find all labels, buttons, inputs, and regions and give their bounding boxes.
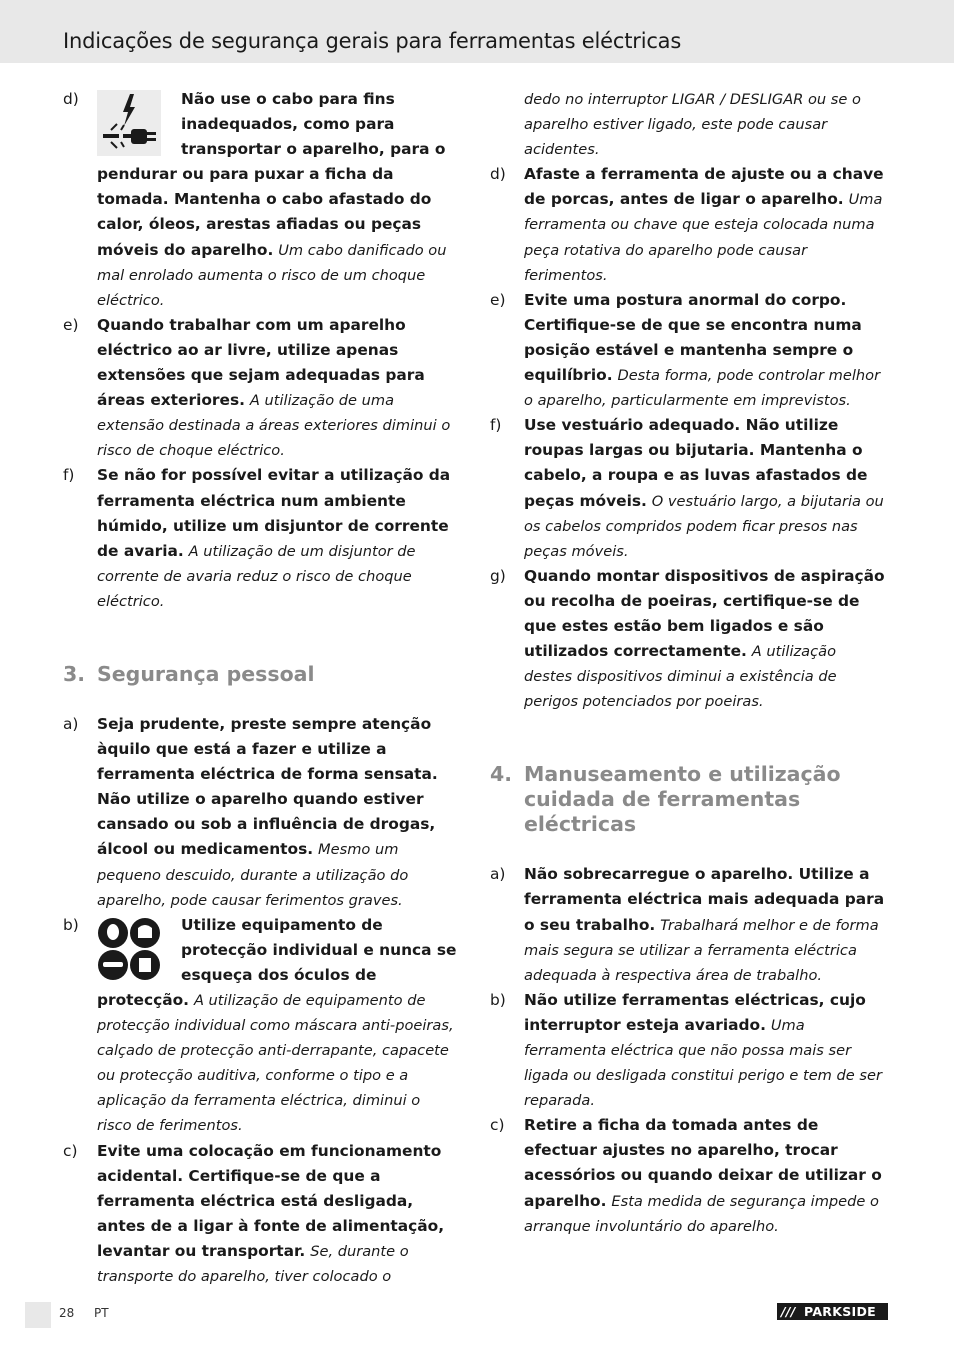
logo-text: PARKSIDE	[804, 1304, 876, 1319]
item-bold-text: Utilize equipamento de protecção individual e nunca se esqueça dos óculos de protecção.	[97, 915, 457, 1009]
item-bold-text: Evite uma colocação em funcionamento acidental. Certifique-se de que a ferramenta eléctrica está desligada, antes de a ligar à fonte de alimentação, levantar ou transportar.	[97, 1141, 445, 1260]
item-bold-text: Evite uma postura anormal do corpo. Certifique-se de que se encontra numa posição estável e mantenha sempre o equilíbrio.	[524, 290, 862, 385]
item-bold-text: Não use o cabo para fins inadequados, como para transportar o aparelho, para o pendurar ou para puxar a ficha da tomada. Mantenha o cabo afastado do calor, óleos, arestas afiadas ou peças móveis do aparelho.	[97, 90, 446, 259]
brand-logo	[777, 1303, 888, 1320]
item-letter: d)	[490, 165, 506, 184]
item-bold-text: Não sobrecarregue o aparelho. Utilize a ferramenta eléctrica mais adequada para o seu trabalho.	[524, 865, 885, 934]
item-italic-text: A utilização de equipamento de protecção individual como máscara anti-poeiras, calçado de protecção anti-derrapante, capacete ou protecção auditiva, conforme o tipo e a aplicação da ferramenta eléctrica, diminui o risco de ferimentos.	[97, 992, 454, 1135]
item-bold-text: Se não for possível evitar a utilização da ferramenta eléctrica num ambiente húmido, utilize um disjuntor de corrente de avaria.	[97, 466, 451, 560]
page-title: Indicações de segurança gerais para ferramentas eléctricas	[63, 29, 682, 53]
section-number: 3.	[63, 661, 86, 686]
list-item	[490, 564, 885, 715]
section-number: 4.	[490, 762, 513, 787]
item-letter: c)	[490, 1116, 505, 1135]
item-italic-text: A utilização destes dispositivos diminui a existência de perigos potenciados por poeiras.	[524, 643, 837, 711]
item-bold-text: Afaste a ferramenta de ajuste ou a chave de porcas, antes de ligar o aparelho.	[524, 165, 884, 209]
section-title: Manuseamento e utilização cuidada de ferramentas eléctricas	[524, 762, 841, 837]
item-letter: a)	[490, 865, 506, 884]
item-letter: f)	[63, 466, 75, 485]
item-letter: c)	[63, 1141, 78, 1160]
right-column	[490, 87, 885, 1239]
logo-slashes: ///	[781, 1304, 796, 1319]
list-item	[63, 913, 458, 1139]
item-bold-text: Não utilize ferramentas eléctricas, cujo interruptor esteja avariado.	[524, 990, 866, 1034]
item-bold-text: Quando trabalhar com um aparelho eléctrico ao ar livre, utilize apenas extensões que sejam adequadas para áreas exteriores.	[97, 315, 425, 410]
item-italic-text: Desta forma, pode controlar melhor o aparelho, particularmente em imprevistos.	[524, 367, 881, 410]
item-letter: e)	[63, 315, 79, 334]
section-title: Segurança pessoal	[97, 661, 315, 686]
left-column	[63, 87, 458, 1289]
item-bold-text: Seja prudente, preste sempre atenção àquilo que está a fazer e utilize a ferramenta eléctrica de forma sensata. Não utilize o aparelho quando estiver cansado ou sob a influência de drogas, álcool ou medicamentos.	[97, 714, 438, 859]
item-letter: b)	[490, 990, 506, 1009]
item-italic-text: Uma ferramenta eléctrica que não possa mais ser ligada ou desligada constitui perigo e tem de ser reparada.	[524, 1016, 882, 1110]
item-italic-text: Se, durante o transporte do aparelho, tiver colocado o	[97, 1242, 409, 1286]
item-bold-text: Quando montar dispositivos de aspiração ou recolha de poeiras, certifique-se de que estes estão bem ligados e são utilizados correctamente.	[524, 566, 885, 661]
item-bold-text: Use vestuário adequado. Não utilize roupas largas ou bijutaria. Mantenha o cabelo, a roupa e as luvas afastados de peças móveis.	[524, 416, 868, 510]
item-italic-text: A utilização de uma extensão destinada a áreas exteriores diminui o risco de choque eléctrico.	[97, 392, 451, 460]
list-item	[63, 712, 458, 913]
item-letter: e)	[490, 290, 506, 309]
item-letter: a)	[63, 714, 79, 733]
protective-equipment-icon	[97, 916, 161, 984]
item-letter: d)	[63, 90, 79, 108]
item-italic-text: A utilização de um disjuntor de corrente de avaria reduz o risco de choque eléctrico.	[97, 542, 416, 610]
item-italic-text: dedo no interruptor LIGAR / DESLIGAR ou se o aparelho estiver ligado, este pode causar acidentes.	[524, 91, 861, 159]
item-italic-text: Mesmo um pequeno descuido, durante a utilização do aparelho, pode causar ferimentos graves.	[97, 841, 409, 909]
list-item	[63, 463, 458, 614]
language-code: PT	[94, 1306, 109, 1320]
item-italic-text: Esta medida de segurança impede o arranque involuntário do aparelho.	[524, 1192, 879, 1235]
item-bold-text: Retire a ficha da tomada antes de efectuar ajustes no aparelho, trocar acessórios ou quando deixar de utilizar o aparelho.	[524, 1116, 882, 1210]
damaged-cable-icon	[97, 90, 161, 158]
list-item	[63, 313, 458, 464]
item-letter: b)	[63, 915, 79, 934]
list-item	[490, 162, 885, 287]
list-item	[490, 1113, 885, 1238]
item-italic-text: O vestuário largo, a bijutaria ou os cabelos compridos podem ficar presos nas peças móveis.	[524, 492, 884, 560]
page-header	[0, 0, 954, 63]
list-item	[63, 87, 458, 313]
item-italic-text: Uma ferramenta ou chave que esteja colocada numa peça rotativa do aparelho pode causar ferimentos.	[524, 191, 883, 284]
page-number: 28	[59, 1306, 75, 1320]
list-item	[490, 288, 885, 413]
page-number-box	[25, 1302, 51, 1328]
section-heading	[490, 762, 885, 837]
list-item	[490, 988, 885, 1113]
list-item	[490, 413, 885, 564]
item-italic-text: Um cabo danificado ou mal enrolado aumenta o risco de um choque eléctrico.	[97, 241, 447, 309]
section-heading	[63, 662, 458, 687]
item-italic-text: Trabalhará melhor e de forma mais segura se utilizar a ferramenta eléctrica adequada à respectiva área de trabalho.	[524, 916, 879, 984]
item-letter: f)	[490, 416, 502, 435]
list-item	[63, 1139, 458, 1290]
item-letter: g)	[490, 566, 506, 585]
list-item	[490, 862, 885, 987]
continued-text	[490, 87, 885, 162]
